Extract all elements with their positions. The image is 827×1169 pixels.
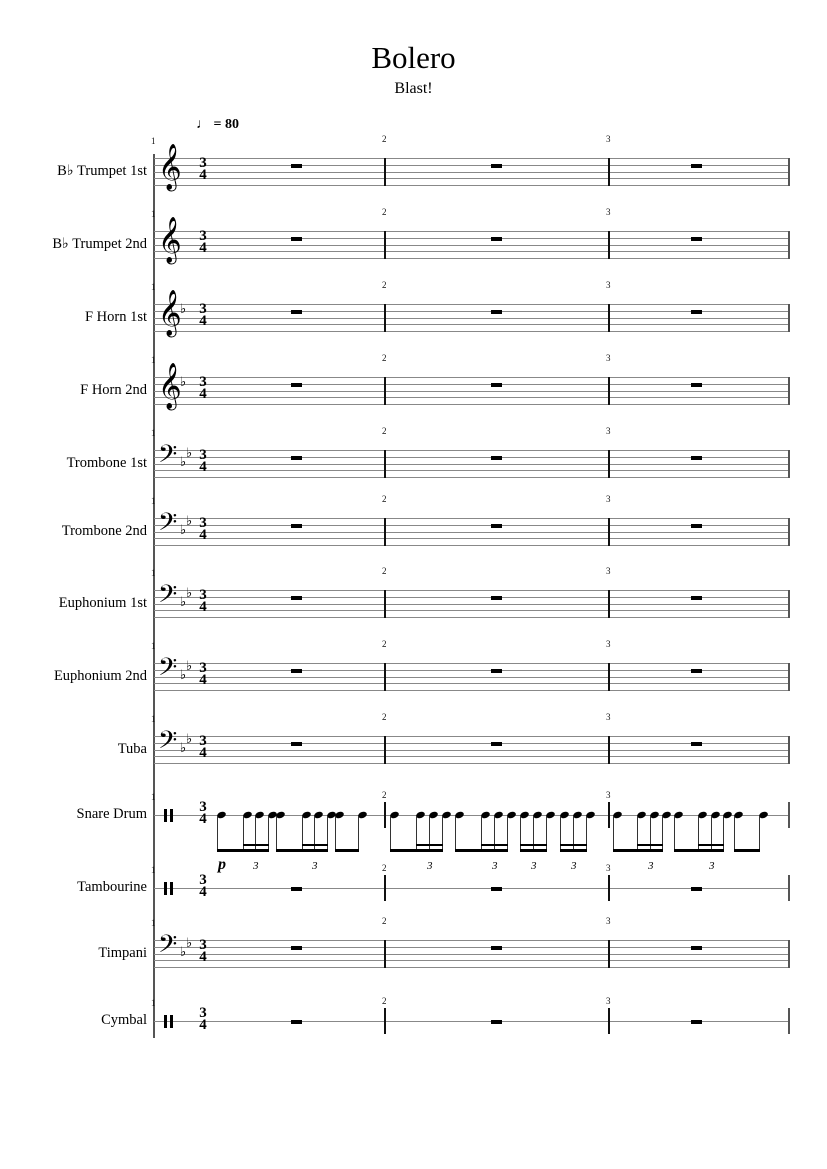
- measure-number: 2: [382, 426, 387, 436]
- time-signature-bottom: 4: [199, 599, 207, 615]
- final-barline: [788, 450, 790, 478]
- staff-line: [154, 331, 788, 332]
- instrument-label: Tambourine: [77, 879, 147, 895]
- measure-number: 2: [382, 494, 387, 504]
- barline: [608, 450, 610, 478]
- barline: [384, 518, 386, 546]
- measure-number: 1: [151, 496, 156, 506]
- instrument-label: Trombone 1st: [66, 454, 147, 471]
- bass-clef-icon: 𝄢: [158, 653, 178, 688]
- whole-rest: [691, 669, 702, 673]
- time-signature-top: 3: [199, 228, 207, 244]
- staff-line: [154, 967, 788, 968]
- time-signature-bottom: 4: [199, 745, 207, 761]
- whole-rest: [691, 524, 702, 528]
- barline: [608, 875, 610, 901]
- percussion-clef-icon: [170, 809, 173, 822]
- time-signature: [197, 589, 209, 613]
- note-beam: [674, 849, 724, 852]
- note-stem: [276, 816, 277, 850]
- time-signature-bottom: 4: [199, 949, 207, 965]
- measure-number: 2: [382, 207, 387, 217]
- time-signature-top: 3: [199, 447, 207, 463]
- time-signature: [197, 157, 209, 181]
- flat-sign-icon: ♭: [180, 741, 187, 756]
- staff-line: [154, 960, 788, 961]
- barline: [608, 590, 610, 618]
- whole-rest: [691, 456, 702, 460]
- measure-number: 1: [151, 865, 156, 875]
- note-beam: [276, 849, 328, 852]
- measure-number: 1: [151, 998, 156, 1008]
- final-barline: [788, 940, 790, 968]
- measure-number: 3: [606, 353, 611, 363]
- barline: [384, 940, 386, 968]
- time-signature-bottom: 4: [199, 240, 207, 256]
- note-beam: [520, 849, 547, 852]
- triplet-marker: 3: [427, 860, 433, 872]
- time-signature-bottom: 4: [199, 459, 207, 475]
- staff-line: [154, 172, 788, 173]
- whole-rest: [491, 456, 502, 460]
- flat-sign-icon: ♭: [186, 586, 193, 601]
- treble-clef-icon: 𝄞: [158, 144, 182, 190]
- bass-clef-icon: 𝄢: [158, 440, 178, 475]
- time-signature-bottom: 4: [199, 884, 207, 900]
- barline: [384, 736, 386, 764]
- barline: [384, 377, 386, 405]
- instrument-label: B♭ Trumpet 1st: [57, 162, 147, 179]
- final-barline: [788, 304, 790, 332]
- staff-line: [154, 690, 788, 691]
- whole-rest: [291, 456, 302, 460]
- whole-rest: [691, 237, 702, 241]
- staff-line: [154, 663, 788, 664]
- staff-line: [154, 404, 788, 405]
- measure-number: 2: [382, 996, 387, 1006]
- note-beam-16th: [698, 844, 724, 846]
- note-stem: [390, 816, 391, 850]
- whole-rest: [291, 596, 302, 600]
- note-stem: [613, 816, 614, 850]
- whole-rest: [291, 742, 302, 746]
- triplet-marker: 3: [492, 860, 498, 872]
- note-beam: [217, 849, 269, 852]
- staff-line: [154, 470, 788, 471]
- whole-rest: [491, 310, 502, 314]
- time-signature-top: 3: [199, 515, 207, 531]
- final-barline: [788, 736, 790, 764]
- final-barline: [788, 590, 790, 618]
- staff-line: [154, 545, 788, 546]
- staff-line: [154, 397, 788, 398]
- time-signature: [197, 517, 209, 541]
- time-signature-top: 3: [199, 374, 207, 390]
- measure-number: 2: [382, 863, 387, 873]
- barline: [608, 518, 610, 546]
- measure-number: 1: [151, 641, 156, 651]
- whole-rest: [291, 383, 302, 387]
- whole-rest: [491, 596, 502, 600]
- note-beam: [335, 849, 359, 852]
- note-beam: [613, 849, 663, 852]
- note-stem: [734, 816, 735, 850]
- note-beam-16th: [243, 844, 269, 846]
- note-beam: [560, 849, 587, 852]
- staff-line: [154, 251, 788, 252]
- time-signature-top: 3: [199, 1005, 207, 1021]
- whole-rest: [691, 310, 702, 314]
- flat-sign-icon: ♭: [186, 732, 193, 747]
- measure-number: 2: [382, 712, 387, 722]
- measure-number: 3: [606, 207, 611, 217]
- staff-line: [154, 756, 788, 757]
- whole-rest: [291, 164, 302, 168]
- measure-number: 1: [151, 428, 156, 438]
- time-signature: [197, 230, 209, 254]
- staff-line: [154, 954, 788, 955]
- staff-line: [154, 677, 788, 678]
- measure-number: 2: [382, 566, 387, 576]
- time-signature-bottom: 4: [199, 527, 207, 543]
- whole-rest: [691, 946, 702, 950]
- triplet-marker: 3: [531, 860, 537, 872]
- final-barline: [788, 875, 790, 901]
- measure-number: 1: [151, 792, 156, 802]
- staff-line: [154, 391, 788, 392]
- time-signature-top: 3: [199, 587, 207, 603]
- staff-line: [154, 258, 788, 259]
- whole-rest: [291, 946, 302, 950]
- staff-line: [154, 185, 788, 186]
- note-beam-16th: [302, 844, 328, 846]
- staff-line: [154, 450, 788, 451]
- instrument-label: F Horn 1st: [84, 308, 147, 325]
- whole-rest: [691, 1020, 702, 1024]
- note-beam-16th: [481, 844, 508, 846]
- final-barline: [788, 377, 790, 405]
- staff-line: [154, 377, 788, 378]
- time-signature-top: 3: [199, 799, 207, 815]
- flat-sign-icon: ♭: [180, 945, 187, 960]
- note-beam: [734, 849, 760, 852]
- measure-number: 1: [151, 209, 156, 219]
- staff-line: [154, 683, 788, 684]
- barline: [608, 231, 610, 259]
- staff-line: [154, 763, 788, 764]
- time-signature-bottom: 4: [199, 672, 207, 688]
- time-signature: [197, 303, 209, 327]
- whole-rest: [491, 164, 502, 168]
- tempo-marking: ♩ = 80: [196, 117, 239, 132]
- measure-number: 2: [382, 790, 387, 800]
- whole-rest: [491, 742, 502, 746]
- treble-clef-icon: 𝄞: [158, 217, 182, 263]
- barline: [384, 802, 386, 828]
- instrument-label: Trombone 2nd: [61, 522, 147, 539]
- whole-rest: [491, 524, 502, 528]
- percussion-clef-icon: [164, 882, 167, 895]
- measure-number: 3: [606, 916, 611, 926]
- instrument-label: F Horn 2nd: [80, 381, 147, 398]
- measure-number: 1: [151, 918, 156, 928]
- measure-number: 3: [606, 996, 611, 1006]
- triplet-marker: 3: [253, 860, 259, 872]
- staff-line: [154, 604, 788, 605]
- time-signature-top: 3: [199, 937, 207, 953]
- staff-line: [154, 231, 788, 232]
- barline: [608, 377, 610, 405]
- whole-rest: [691, 164, 702, 168]
- triplet-marker: 3: [571, 860, 577, 872]
- whole-rest: [691, 383, 702, 387]
- instrument-label: Tuba: [117, 740, 147, 757]
- whole-rest: [291, 887, 302, 891]
- final-barline: [788, 802, 790, 828]
- bass-clef-icon: 𝄢: [158, 726, 178, 761]
- barline: [384, 231, 386, 259]
- measure-number: 3: [606, 863, 611, 873]
- barline: [384, 304, 386, 332]
- time-signature-top: 3: [199, 733, 207, 749]
- measure-number: 2: [382, 639, 387, 649]
- instrument-label: Euphonium 2nd: [53, 667, 147, 684]
- note-beam-16th: [520, 844, 547, 846]
- note-beam: [390, 849, 443, 852]
- final-barline: [788, 1008, 790, 1034]
- triplet-marker: 3: [709, 860, 715, 872]
- flat-sign-icon: ♭: [180, 302, 187, 317]
- note-stem: [217, 816, 218, 850]
- time-signature: [197, 735, 209, 759]
- flat-sign-icon: ♭: [180, 595, 187, 610]
- triplet-marker: 3: [648, 860, 654, 872]
- staff-line: [154, 464, 788, 465]
- triplet-marker: 3: [312, 860, 318, 872]
- measure-number: 1: [151, 136, 156, 146]
- instrument-label: B♭ Trumpet 2nd: [52, 235, 147, 252]
- measure-number: 2: [382, 280, 387, 290]
- time-signature: [197, 939, 209, 963]
- staff-line: [154, 736, 788, 737]
- flat-sign-icon: ♭: [180, 668, 187, 683]
- whole-rest: [491, 669, 502, 673]
- percussion-clef-icon: [170, 1015, 173, 1028]
- staff-line: [154, 538, 788, 539]
- whole-rest: [491, 237, 502, 241]
- flat-sign-icon: ♭: [180, 375, 187, 390]
- final-barline: [788, 518, 790, 546]
- treble-clef-icon: 𝄞: [158, 290, 182, 336]
- instrument-label: Timpani: [98, 944, 147, 961]
- measure-number: 3: [606, 712, 611, 722]
- note-stem: [455, 816, 456, 850]
- percussion-clef-icon: [170, 882, 173, 895]
- note-beam-16th: [560, 844, 587, 846]
- staff-line: [154, 518, 788, 519]
- measure-number: 1: [151, 568, 156, 578]
- treble-clef-icon: 𝄞: [158, 363, 182, 409]
- time-signature-bottom: 4: [199, 1017, 207, 1033]
- final-barline: [788, 231, 790, 259]
- measure-number: 1: [151, 714, 156, 724]
- barline: [384, 158, 386, 186]
- flat-sign-icon: ♭: [180, 455, 187, 470]
- measure-number: 2: [382, 916, 387, 926]
- measure-number: 2: [382, 353, 387, 363]
- staff-line: [154, 590, 788, 591]
- whole-rest: [291, 669, 302, 673]
- note-beam: [455, 849, 508, 852]
- bass-clef-icon: 𝄢: [158, 580, 178, 615]
- measure-number: 3: [606, 494, 611, 504]
- time-signature-top: 3: [199, 155, 207, 171]
- whole-rest: [691, 887, 702, 891]
- whole-rest: [691, 742, 702, 746]
- whole-rest: [291, 310, 302, 314]
- whole-rest: [491, 383, 502, 387]
- barline: [384, 663, 386, 691]
- barline: [384, 450, 386, 478]
- time-signature: [197, 801, 209, 825]
- time-signature: [197, 449, 209, 473]
- measure-number: 3: [606, 639, 611, 649]
- final-barline: [788, 663, 790, 691]
- barline: [384, 875, 386, 901]
- measure-number: 3: [606, 134, 611, 144]
- whole-rest: [491, 946, 502, 950]
- time-signature-top: 3: [199, 872, 207, 888]
- barline: [608, 802, 610, 828]
- measure-number: 3: [606, 566, 611, 576]
- bass-clef-icon: 𝄢: [158, 508, 178, 543]
- barline: [608, 663, 610, 691]
- measure-number: 3: [606, 426, 611, 436]
- barline: [608, 304, 610, 332]
- flat-sign-icon: ♭: [186, 446, 193, 461]
- dynamic-piano: p: [218, 856, 226, 873]
- staff-line: [154, 304, 788, 305]
- flat-sign-icon: ♭: [186, 514, 193, 529]
- score-title: Bolero: [371, 40, 456, 75]
- barline: [384, 590, 386, 618]
- note-stem: [674, 816, 675, 850]
- barline: [608, 736, 610, 764]
- whole-rest: [291, 237, 302, 241]
- time-signature-bottom: 4: [199, 313, 207, 329]
- flat-sign-icon: ♭: [186, 659, 193, 674]
- barline: [384, 1008, 386, 1034]
- percussion-clef-icon: [164, 1015, 167, 1028]
- measure-number: 3: [606, 790, 611, 800]
- staff-line: [154, 477, 788, 478]
- score-subtitle: Blast!: [394, 80, 433, 97]
- instrument-label: Euphonium 1st: [58, 594, 147, 611]
- note-beam-16th: [637, 844, 663, 846]
- measure-number: 1: [151, 355, 156, 365]
- staff-line: [154, 750, 788, 751]
- bass-clef-icon: 𝄢: [158, 930, 178, 965]
- staff-line: [154, 178, 788, 179]
- staff-line: [154, 324, 788, 325]
- instrument-label: Cymbal: [101, 1012, 147, 1028]
- staff-line: [154, 532, 788, 533]
- staff-line: [154, 940, 788, 941]
- time-signature-top: 3: [199, 301, 207, 317]
- final-barline: [788, 158, 790, 186]
- time-signature-bottom: 4: [199, 386, 207, 402]
- staff-line: [154, 617, 788, 618]
- time-signature: [197, 1007, 209, 1031]
- flat-sign-icon: ♭: [180, 523, 187, 538]
- barline: [608, 940, 610, 968]
- measure-number: 1: [151, 282, 156, 292]
- time-signature-bottom: 4: [199, 811, 207, 827]
- percussion-clef-icon: [164, 809, 167, 822]
- whole-rest: [691, 596, 702, 600]
- time-signature-bottom: 4: [199, 167, 207, 183]
- whole-rest: [291, 524, 302, 528]
- whole-rest: [291, 1020, 302, 1024]
- measure-number: 3: [606, 280, 611, 290]
- barline: [608, 1008, 610, 1034]
- staff-line: [154, 318, 788, 319]
- time-signature: [197, 874, 209, 898]
- measure-number: 2: [382, 134, 387, 144]
- staff-line: [154, 610, 788, 611]
- flat-sign-icon: ♭: [186, 936, 193, 951]
- whole-rest: [491, 1020, 502, 1024]
- whole-rest: [491, 887, 502, 891]
- staff-line: [154, 158, 788, 159]
- note-stem: [335, 816, 336, 850]
- instrument-label: Snare Drum: [76, 806, 147, 822]
- note-stem: [759, 816, 760, 850]
- note-stem: [358, 816, 359, 850]
- time-signature: [197, 376, 209, 400]
- time-signature-top: 3: [199, 660, 207, 676]
- time-signature: [197, 662, 209, 686]
- note-beam-16th: [416, 844, 443, 846]
- barline: [608, 158, 610, 186]
- staff-line: [154, 245, 788, 246]
